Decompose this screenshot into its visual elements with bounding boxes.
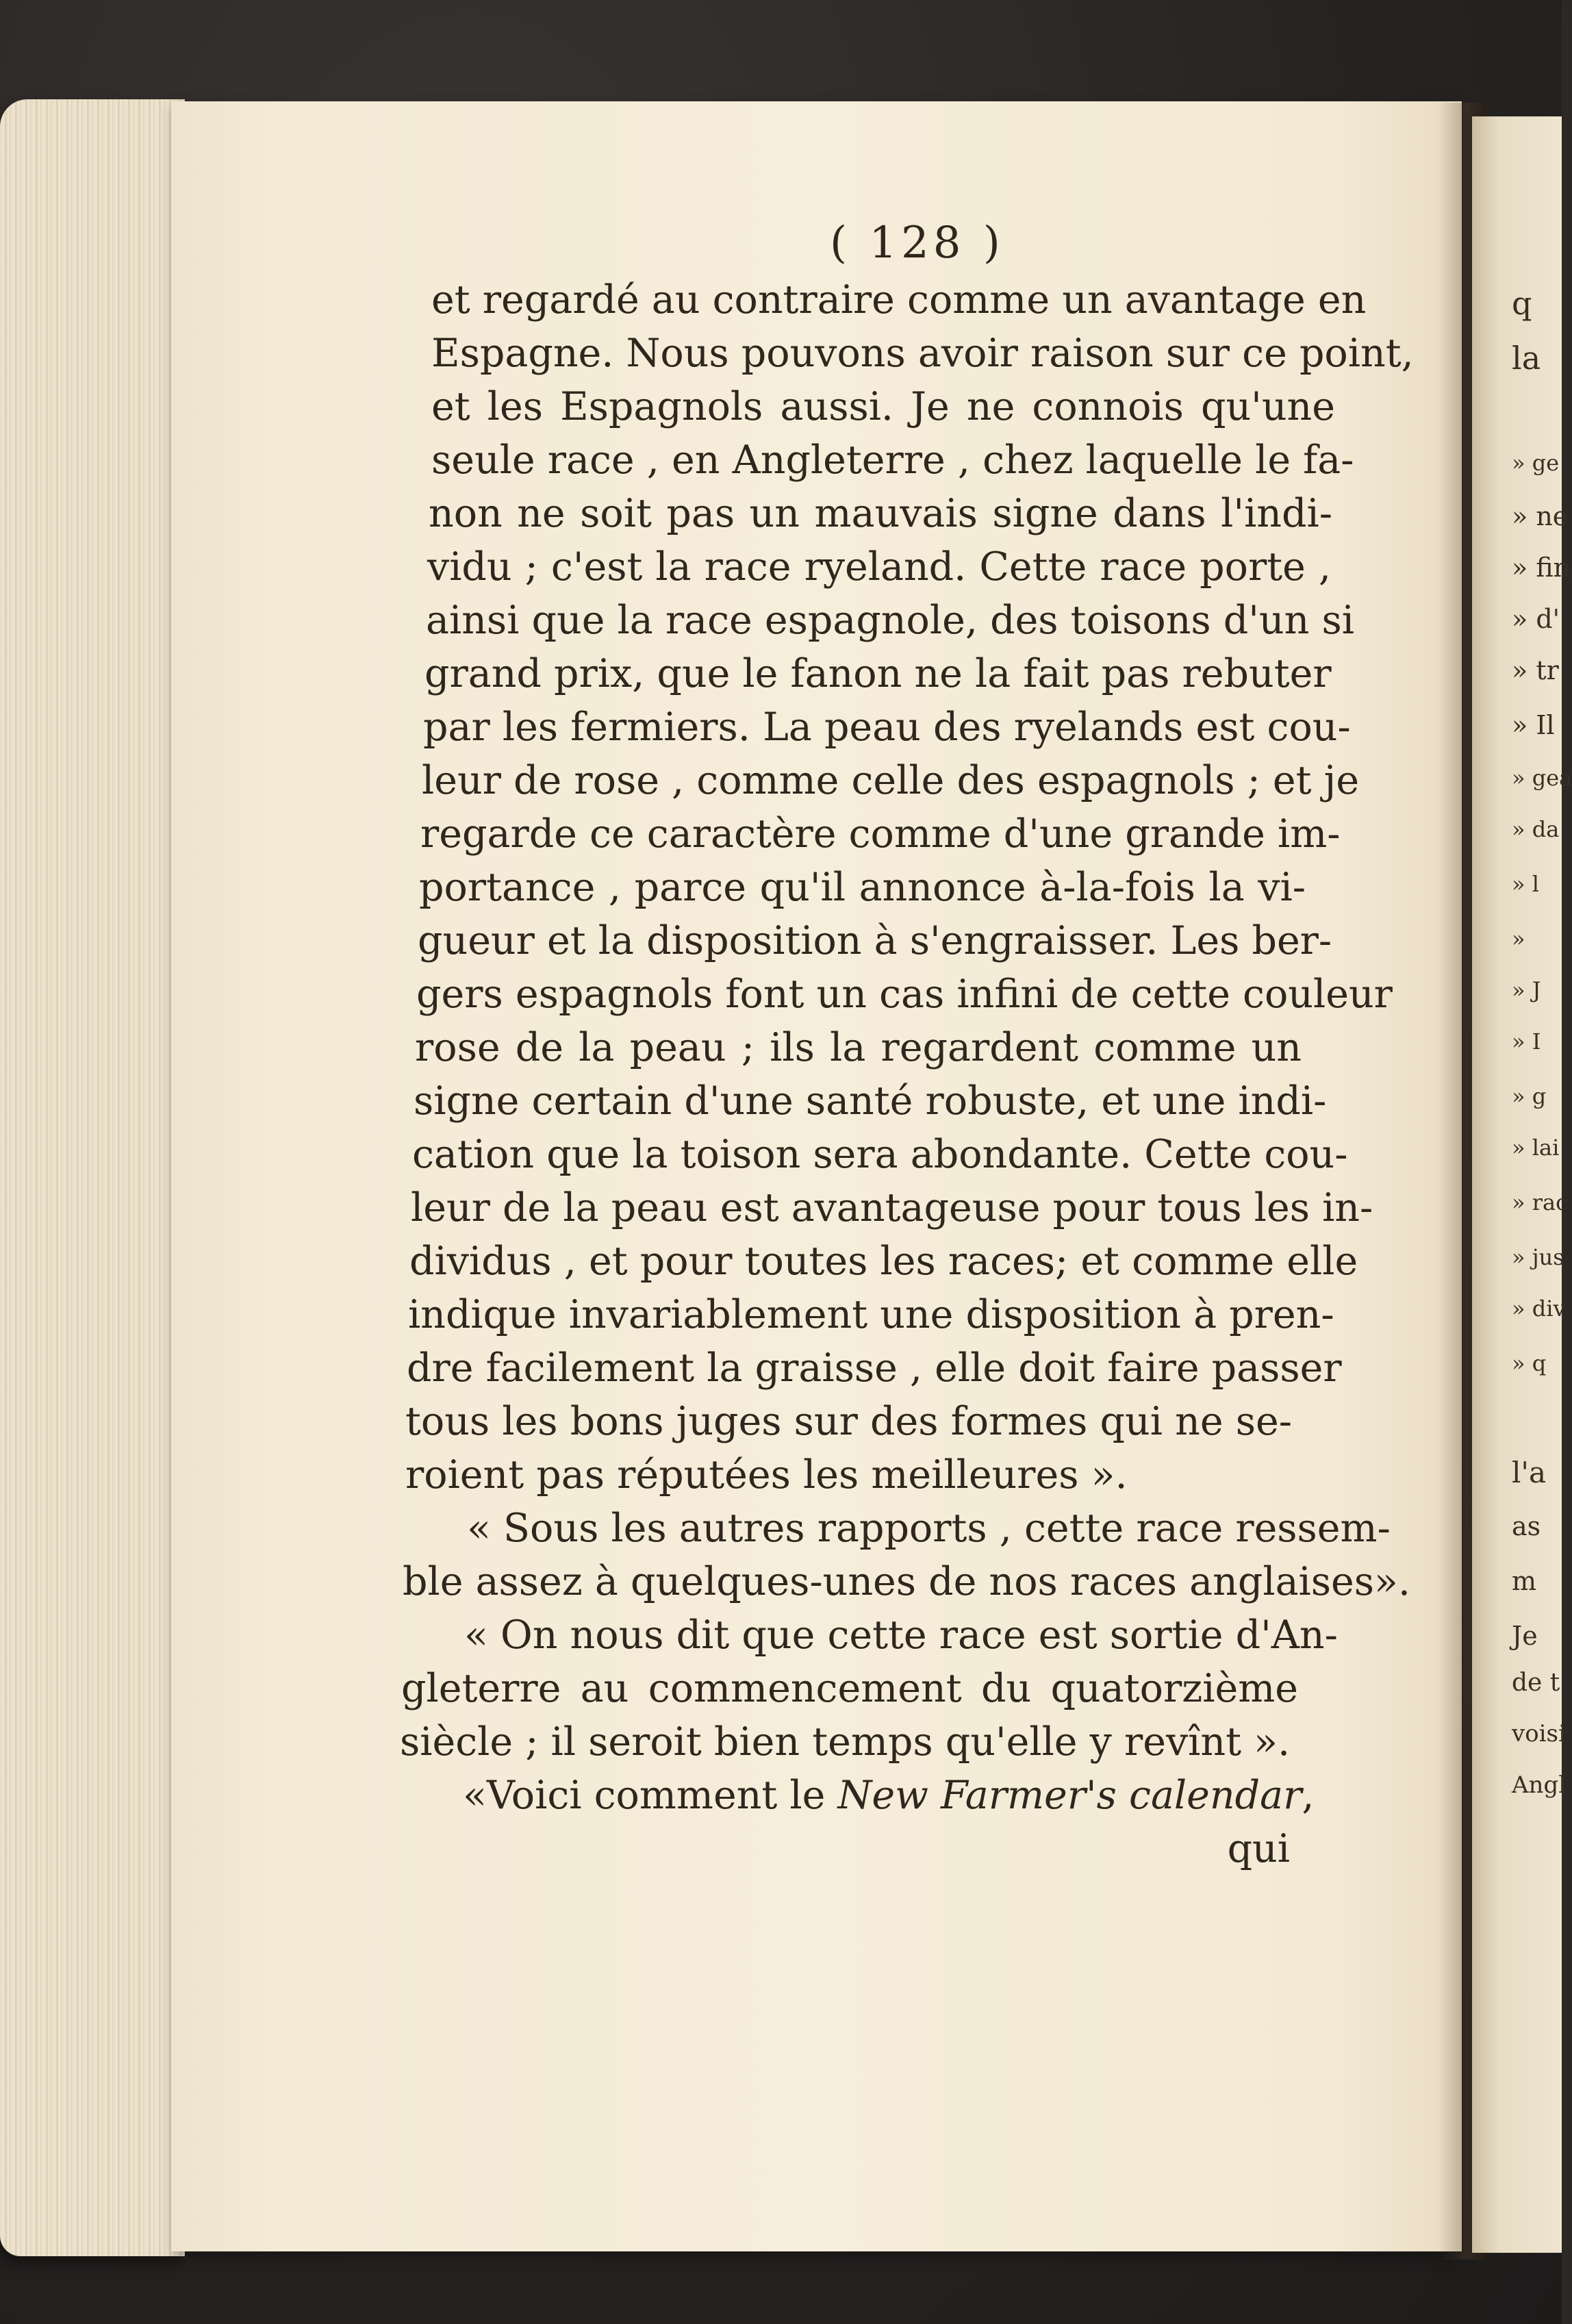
text-line-with-title: [463, 1773, 1315, 1824]
text-line: gueur et la disposition à s'engraisser. Les ber-: [418, 918, 1332, 963]
facing-fragment: » jus: [1512, 1244, 1564, 1270]
facing-fragment: voisi: [1512, 1720, 1566, 1747]
facing-fragment: la: [1512, 340, 1541, 377]
facing-fragment: » q: [1512, 1350, 1547, 1376]
text-line: qui: [1227, 1826, 1290, 1871]
facing-fragment: » Il: [1512, 710, 1555, 740]
text-line: leur de rose , comme celle des espagnols ; et je: [422, 758, 1360, 803]
text-line: rose de la peau ; ils la regardent comme un: [415, 1025, 1302, 1070]
facing-fragment: » ge: [1512, 450, 1560, 476]
facing-fragment: de t: [1512, 1669, 1560, 1697]
facing-fragment: » I: [1512, 1028, 1541, 1054]
facing-fragment: » div: [1512, 1296, 1566, 1322]
facing-fragment: Je: [1512, 1621, 1538, 1651]
facing-fragment: Angl: [1512, 1771, 1567, 1799]
italic-title: New Farmer's calendar: [837, 1773, 1302, 1818]
text-line: vidu ; c'est la race ryeland. Cette race porte ,: [427, 544, 1331, 590]
text-run: «Voici comment le: [463, 1773, 826, 1818]
text-line: et regardé au contraire comme un avantage en: [431, 277, 1367, 323]
facing-fragment: m: [1512, 1566, 1537, 1596]
text-line: indique invariablement une disposition à pren-: [408, 1292, 1334, 1337]
text-line: siècle ; il seroit bien temps qu'elle y revînt ».: [400, 1719, 1291, 1765]
text-line: seule race , en Angleterre , chez laquelle le fa-: [431, 438, 1354, 483]
text-line: signe certain d'une santé robuste, et une indi-: [414, 1078, 1327, 1124]
text-line: gleterre au commencement du quatorzième: [401, 1666, 1298, 1711]
facing-fragment: l'a: [1512, 1456, 1547, 1489]
facing-fragment: » g: [1512, 1083, 1547, 1109]
facing-fragment: » d': [1512, 604, 1560, 634]
facing-fragment: » l: [1512, 871, 1539, 897]
facing-fragment: » ne: [1512, 501, 1569, 531]
facing-fragment: » tr: [1512, 655, 1559, 685]
text-line: « Sous les autres rapports , cette race ressem-: [467, 1506, 1391, 1551]
facing-fragment: »: [1512, 926, 1525, 952]
text-line: ainsi que la race espagnole, des toisons d'un si: [426, 598, 1354, 643]
text-line: leur de la peau est avantageuse pour tous les in-: [411, 1185, 1373, 1230]
text-line: cation que la toison sera abondante. Cette cou-: [412, 1132, 1348, 1177]
text-line: et les Espagnols aussi. Je ne connois qu'une: [431, 384, 1335, 429]
text-line: dre facilement la graisse , elle doit faire passer: [407, 1346, 1342, 1391]
page-number-header: ( 128 ): [830, 218, 1004, 268]
text-line: gers espagnols font un cas infini de cette couleur: [416, 972, 1393, 1017]
facing-fragment: » J: [1512, 977, 1541, 1003]
text-line: « On nous dit que cette race est sortie d'An-: [464, 1613, 1338, 1658]
facing-fragment: » da: [1512, 816, 1560, 842]
facing-fragment: q: [1512, 285, 1532, 322]
text-line: ble assez à quelques-unes de nos races anglaises».: [403, 1559, 1411, 1604]
text-line: Espagne. Nous pouvons avoir raison sur ce point,: [431, 331, 1414, 376]
text-line: portance , parce qu'il annonce à-la-fois la vi-: [419, 865, 1306, 910]
facing-fragment: as: [1512, 1511, 1541, 1541]
text-line: regarde ce caractère comme d'une grande im-: [420, 811, 1341, 857]
text-line: tous les bons juges sur des formes qui ne se-: [405, 1399, 1292, 1444]
text-line: dividus , et pour toutes les races; et comme elle: [409, 1239, 1358, 1284]
facing-fragment: » fin: [1512, 553, 1571, 583]
facing-fragment: » rac: [1512, 1189, 1569, 1215]
text-line: par les fermiers. La peau des ryelands est cou-: [423, 705, 1351, 750]
page-edges: [0, 99, 185, 2256]
facing-fragment: » lai: [1512, 1135, 1560, 1161]
text-run: ,: [1302, 1773, 1315, 1818]
facing-page: [1472, 116, 1562, 2253]
text-line: grand prix, que le fanon ne la fait pas rebuter: [424, 651, 1332, 696]
text-line: roient pas réputées les meilleures ».: [405, 1452, 1128, 1498]
facing-fragment: » gea: [1512, 765, 1572, 791]
text-line: non ne soit pas un mauvais signe dans l'indi-: [429, 491, 1332, 536]
